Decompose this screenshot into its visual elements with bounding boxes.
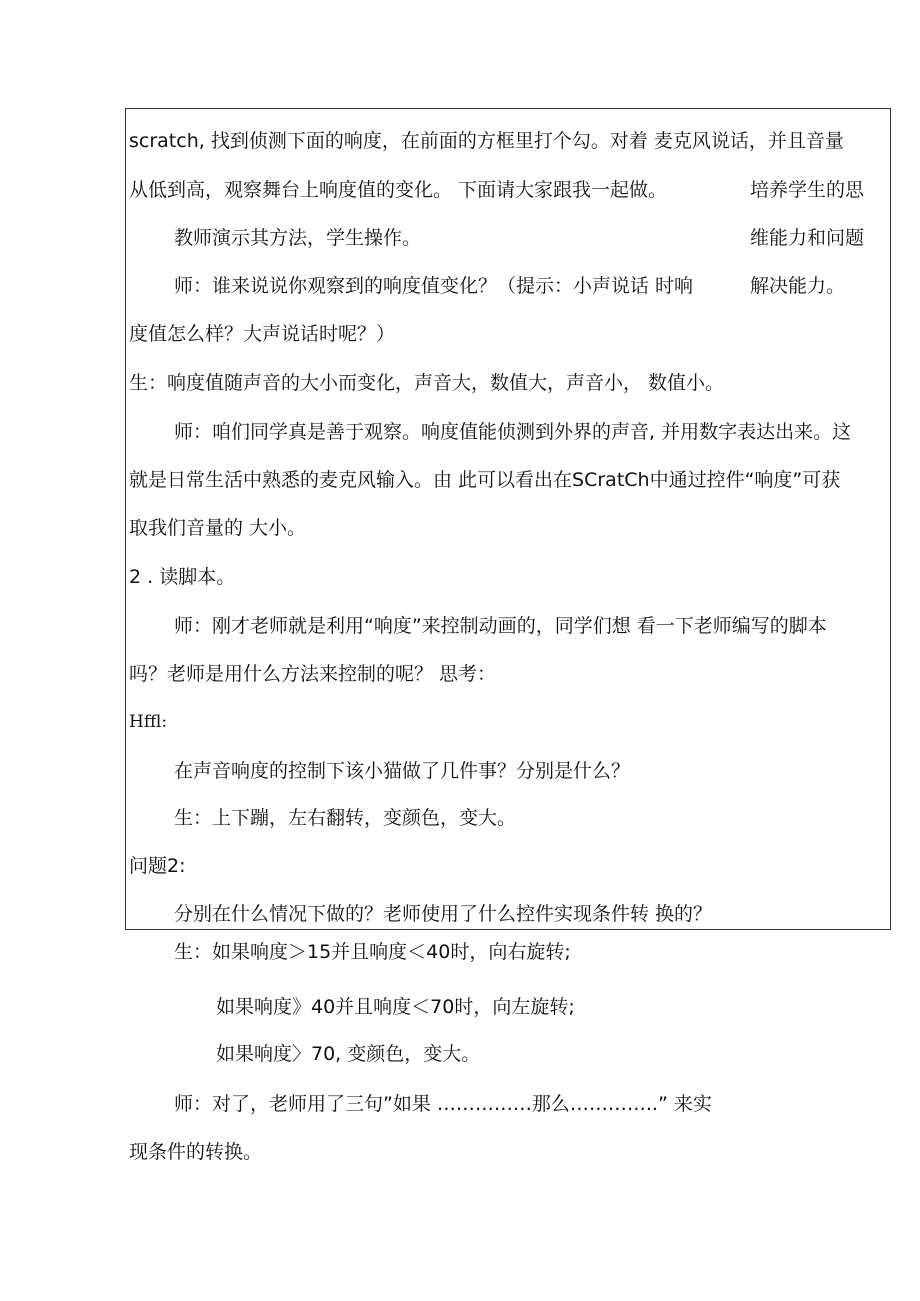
text-line: 生：如果响度＞15并且响度＜40时，向右旋转; — [174, 941, 571, 963]
side-note: 维能力和问题 — [750, 227, 865, 249]
text-line: 师：谁来说说你观察到的响度值变化？（提示：小声说话 时响 — [174, 275, 694, 297]
text-line: 如果响度〉70, 变颜色，变大。 — [216, 1043, 481, 1065]
text-line: 现条件的转换。 — [129, 1141, 263, 1163]
text-line: Hffl: — [129, 712, 168, 732]
text-line: 度值怎么样？大声说话时呢？） — [129, 323, 396, 345]
text-line: 如果响度》40并且响度＜70时，向左旋转; — [216, 996, 575, 1018]
side-note: 解决能力。 — [750, 275, 846, 297]
text-line: 吗？老师是用什么方法来控制的呢？ 思考： — [129, 663, 497, 685]
text-line: 问题2: — [129, 855, 186, 877]
text-line: 生：响度值随声音的大小而变化，声音大，数值大，声音小， 数值小。 — [129, 372, 725, 394]
text-line: scratch, 找到侦测下面的响度，在前面的方框里打个勾。对着 麦克风说话，并且音量 — [129, 130, 844, 152]
text-line: 教师演示其方法，学生操作。 — [174, 227, 422, 249]
text-line: 师：咱们同学真是善于观察。响度值能侦测到外界的声音, 并用数字表达出来。这 — [174, 421, 852, 443]
text-line: 师：对了，老师用了三句”如果 ……………那么…………..” 来实 — [174, 1093, 712, 1115]
text-line: 生：上下蹦，左右翻转，变颜色，变大。 — [174, 807, 517, 829]
text-line: 2 . 读脚本。 — [129, 566, 236, 588]
side-note: 培养学生的思 — [750, 179, 865, 201]
text-line: 取我们音量的 大小。 — [129, 517, 307, 539]
text-line: 从低到高，观察舞台上响度值的变化。 下面请大家跟我一起做。 — [129, 179, 668, 201]
text-line: 分别在什么情况下做的？老师使用了什么控件实现条件转 换的？ — [174, 903, 713, 925]
text-line: 师：刚才老师就是利用“响度”来控制动画的，同学们想 看一下老师编写的脚本 — [174, 615, 827, 637]
text-line: 在声音响度的控制下该小猫做了几件事？分别是什么？ — [174, 760, 631, 782]
text-line: 就是日常生活中熟悉的麦克风输入。由 此可以看出在SCratCh中通过控件“响度”可获 — [129, 469, 841, 491]
